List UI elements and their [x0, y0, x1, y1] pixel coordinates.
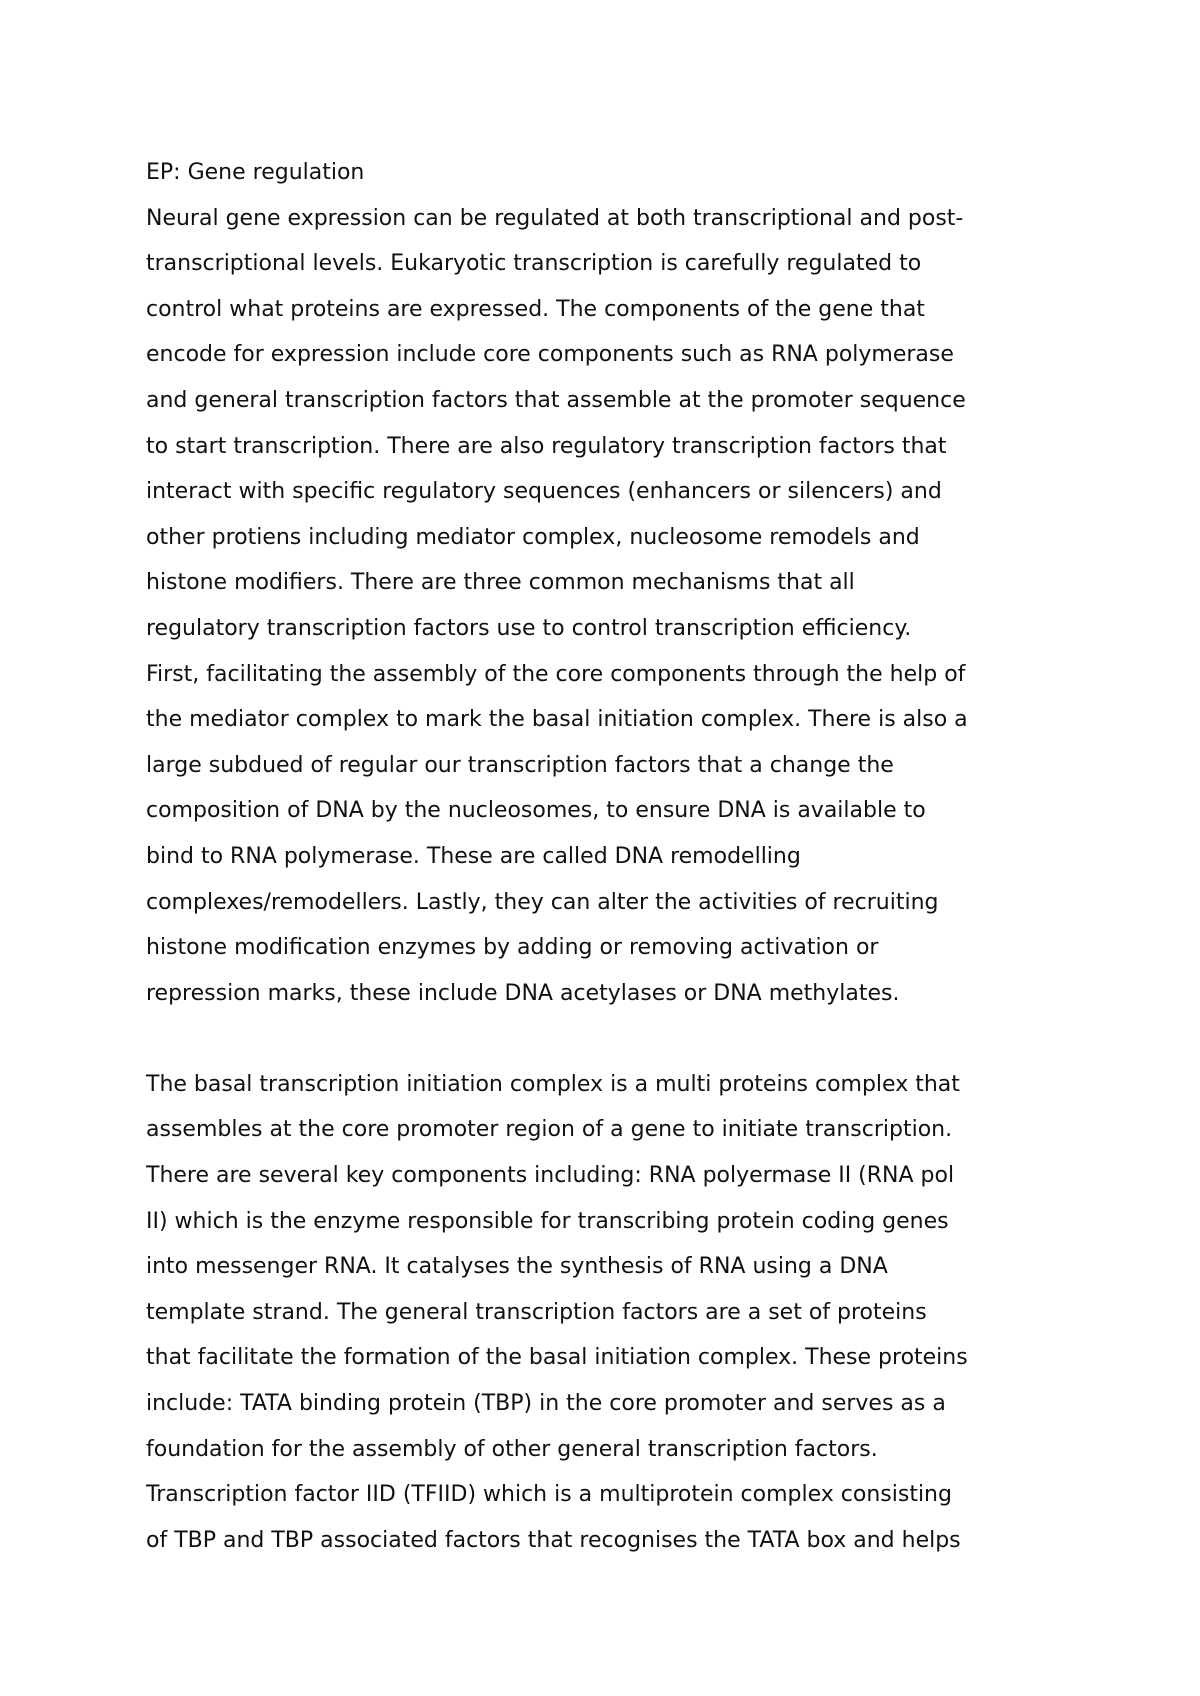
paragraph-line: of TBP and TBP associated factors that recognises the TATA box and helps: [146, 1527, 961, 1553]
paragraph-line: assembles at the core promoter region of a gene to initiate transcription.: [146, 1117, 953, 1143]
paragraph-line: There are several key components including: RNA polyermase II (RNA pol: [146, 1163, 955, 1189]
paragraph-line: to start transcription. There are also regulatory transcription factors that: [146, 433, 947, 459]
paragraph-line: the mediator complex to mark the basal initiation complex. There is also a: [146, 707, 968, 733]
paragraph-line: First, facilitating the assembly of the core components through the help of: [146, 661, 966, 687]
paragraph-line: Transcription factor IID (TFIID) which is a multiprotein complex consisting: [146, 1482, 952, 1508]
paragraph-1: [146, 196, 1066, 1017]
paragraph-line: encode for expression include core components such as RNA polymerase: [146, 342, 954, 368]
paragraph-line: and general transcription factors that assemble at the promoter sequence: [146, 387, 966, 413]
paragraph-line: template strand. The general transcription factors are a set of proteins: [146, 1299, 927, 1325]
paragraph-line: bind to RNA polymerase. These are called DNA remodelling: [146, 843, 801, 869]
paragraph-line: histone modification enzymes by adding or removing activation or: [146, 935, 879, 961]
paragraph-line: large subdued of regular our transcription factors that a change the: [146, 752, 894, 778]
paragraph-line: that facilitate the formation of the basal initiation complex. These proteins: [146, 1345, 968, 1371]
paragraph-line: into messenger RNA. It catalyses the synthesis of RNA using a DNA: [146, 1254, 888, 1280]
paragraph-line: complexes/remodellers. Lastly, they can alter the activities of recruiting: [146, 889, 939, 915]
paragraph-line: include: TATA binding protein (TBP) in the core promoter and serves as a: [146, 1391, 946, 1417]
paragraph-line: interact with specific regulatory sequences (enhancers or silencers) and: [146, 479, 942, 505]
paragraph-line: other protiens including mediator complex, nucleosome remodels and: [146, 524, 920, 550]
paragraph-line: histone modifiers. There are three common mechanisms that all: [146, 570, 855, 596]
paragraph-spacer: [146, 1016, 1066, 1062]
paragraph-line: The basal transcription initiation complex is a multi proteins complex that: [146, 1071, 960, 1097]
paragraph-line: II) which is the enzyme responsible for transcribing protein coding genes: [146, 1208, 949, 1234]
paragraph-line: control what proteins are expressed. The components of the gene that: [146, 296, 925, 322]
document-body: [146, 150, 1066, 1563]
paragraph-line: foundation for the assembly of other general transcription factors.: [146, 1436, 878, 1462]
paragraph-line: composition of DNA by the nucleosomes, to ensure DNA is available to: [146, 798, 926, 824]
paragraph-2: [146, 1062, 1066, 1564]
paragraph-line: regulatory transcription factors use to control transcription efficiency.: [146, 615, 912, 641]
paragraph-line: transcriptional levels. Eukaryotic transcription is carefully regulated to: [146, 251, 922, 277]
paragraph-line: repression marks, these include DNA acetylases or DNA methylates.: [146, 980, 900, 1006]
document-title: EP: Gene regulation: [146, 160, 365, 185]
paragraph-line: Neural gene expression can be regulated at both transcriptional and post-: [146, 205, 964, 231]
